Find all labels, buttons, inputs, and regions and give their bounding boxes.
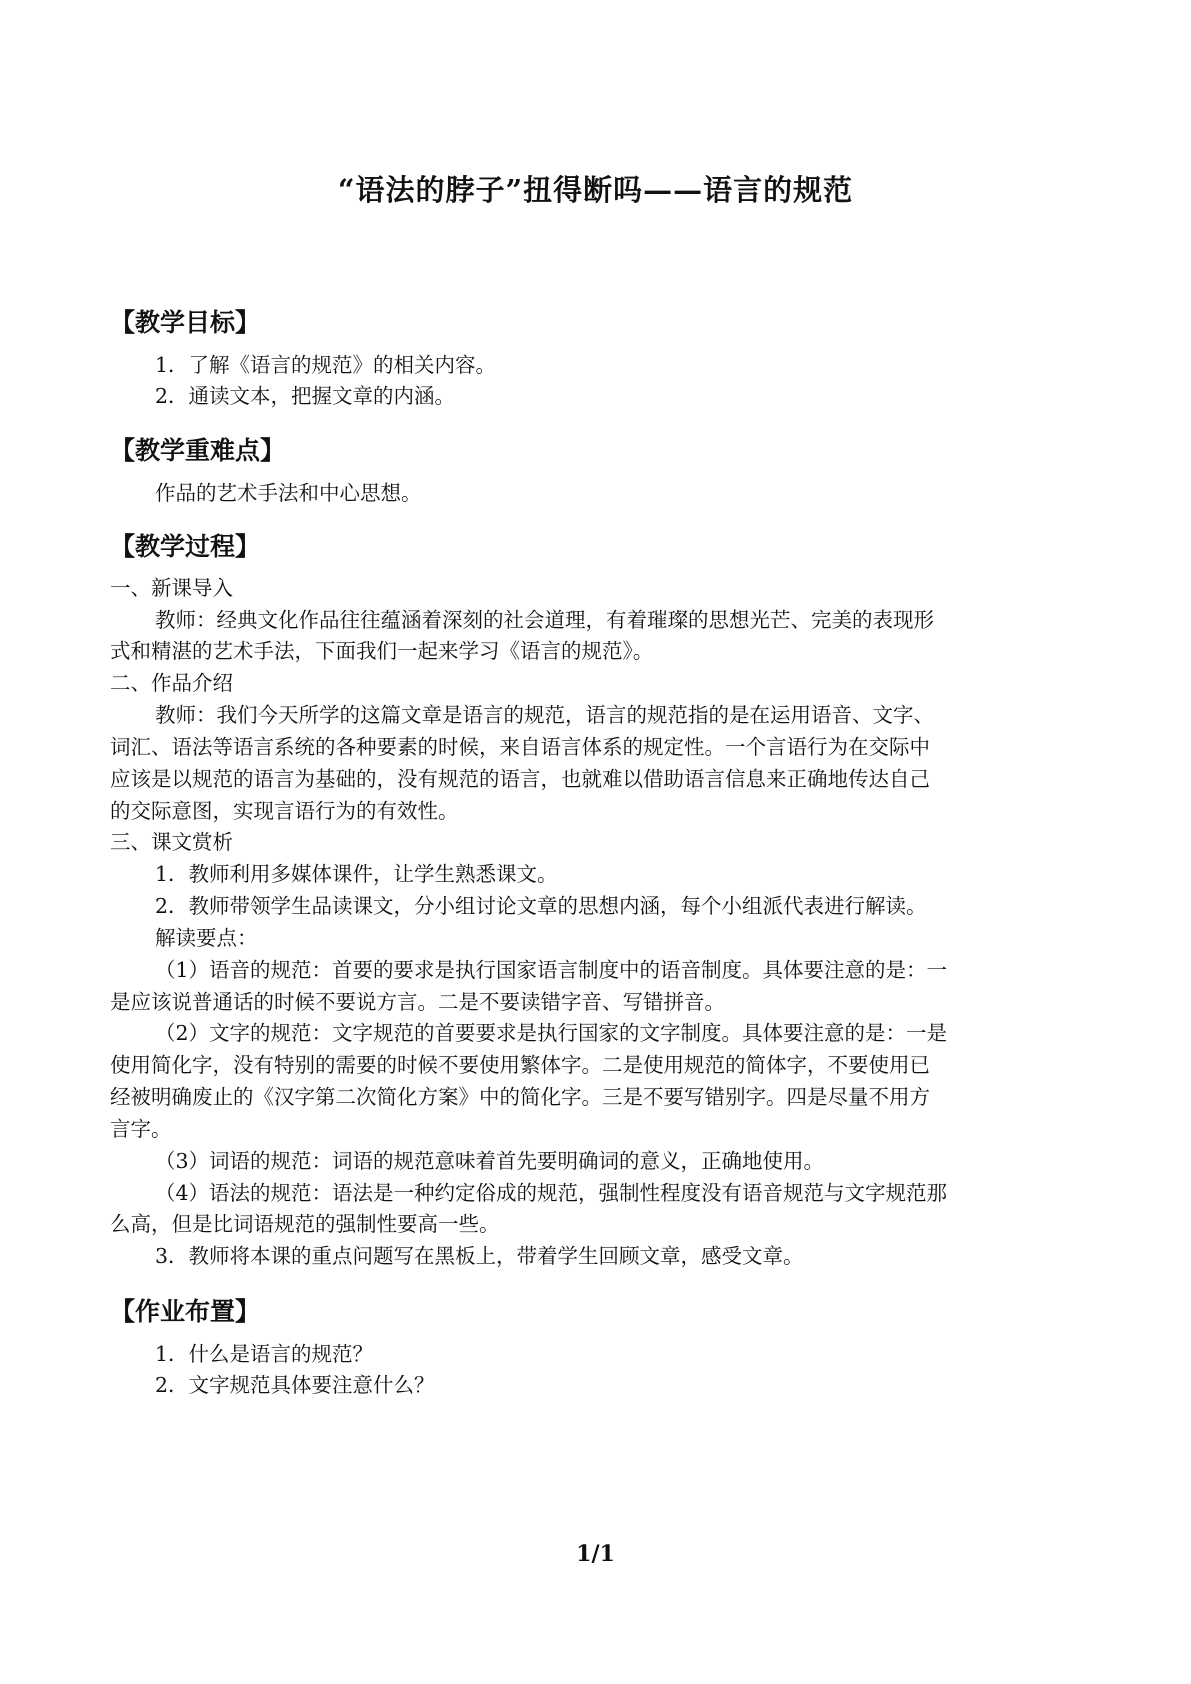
heading-process: 【教学过程】 [110,532,261,561]
objective-line-2: 2．通读文本，把握文章的内涵。 [155,384,456,408]
key-points-line-1: 作品的艺术手法和中心思想。 [155,481,422,505]
process-line: 应该是以规范的语言为基础的，没有规范的语言，也就难以借助语言信息来正确地传达自己 [110,767,930,791]
process-line: 三、课文赏析 [110,830,233,854]
process-line: 二、作品介绍 [110,671,233,695]
process-line: 教师：经典文化作品往往蕴涵着深刻的社会道理，有着璀璨的思想光芒、完美的表现形 [155,608,934,632]
process-line: 2．教师带领学生品读课文，分小组讨论文章的思想内涵，每个小组派代表进行解读。 [155,894,927,918]
process-line: 么高，但是比词语规范的强制性要高一些。 [110,1212,500,1236]
process-line: 是应该说普通话的时候不要说方言。二是不要读错字音、写错拼音。 [110,990,725,1014]
process-line: （1）语音的规范：首要的要求是执行国家语言制度中的语音制度。具体要注意的是：一 [155,958,948,982]
heading-objectives: 【教学目标】 [110,308,261,337]
heading-key-points: 【教学重难点】 [110,436,286,465]
process-line: 词汇、语法等语言系统的各种要素的时候，来自语言体系的规定性。一个言语行为在交际中 [110,735,930,759]
page-title: “语法的脖子”扭得断吗——语言的规范 [337,173,854,207]
process-line: （2）文字的规范：文字规范的首要要求是执行国家的文字制度。具体要注意的是：一是 [155,1021,948,1045]
process-line: 解读要点： [155,926,258,950]
process-line: 式和精湛的艺术手法，下面我们一起来学习《语言的规范》。 [110,639,654,663]
process-line: （3）词语的规范：词语的规范意味着首先要明确词的意义，正确地使用。 [155,1149,825,1173]
process-line: 使用简化字，没有特别的需要的时候不要使用繁体字。二是使用规范的简体字，不要使用已 [110,1053,930,1077]
homework-line-2: 2．文字规范具体要注意什么？ [155,1373,435,1397]
process-line: 1．教师利用多媒体课件，让学生熟悉课文。 [155,862,558,886]
process-line: 的交际意图，实现言语行为的有效性。 [110,799,459,823]
process-line: 言字。 [110,1117,172,1141]
process-line: （4）语法的规范：语法是一种约定俗成的规范，强制性程度没有语音规范与文字规范那 [155,1181,948,1205]
objective-line-1: 1．了解《语言的规范》的相关内容。 [155,353,497,377]
process-line: 教师：我们今天所学的这篇文章是语言的规范，语言的规范指的是在运用语音、文字、 [155,703,934,727]
process-line: 3．教师将本课的重点问题写在黑板上，带着学生回顾文章，感受文章。 [155,1244,804,1268]
page-number: 1/1 [576,1541,615,1567]
heading-homework: 【作业布置】 [110,1297,261,1326]
homework-line-1: 1．什么是语言的规范？ [155,1342,374,1366]
process-line: 一、新课导入 [110,576,233,600]
process-line: 经被明确废止的《汉字第二次简化方案》中的简化字。三是不要写错别字。四是尽量不用方 [110,1085,930,1109]
